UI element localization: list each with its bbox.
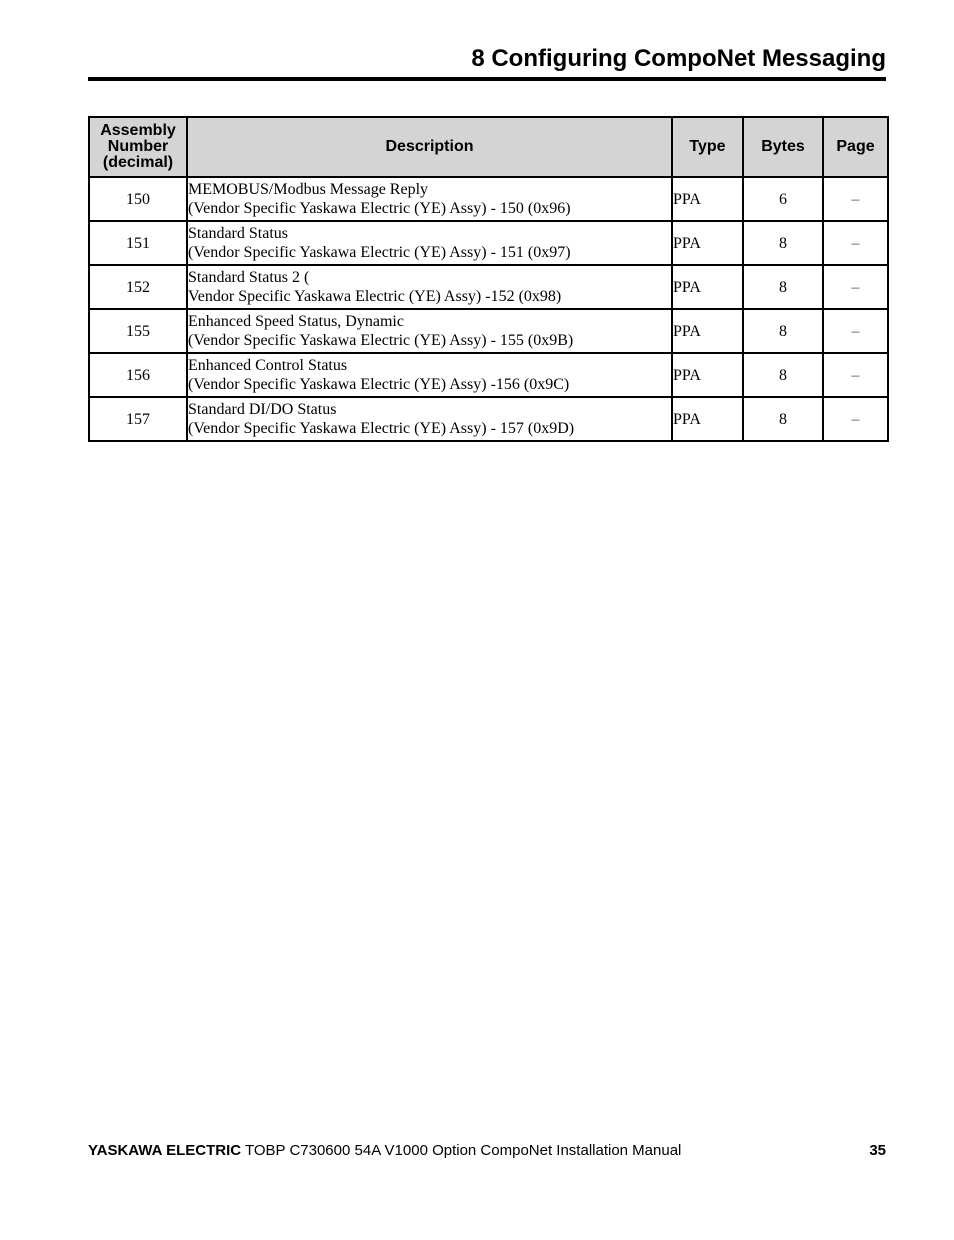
description-line-1: Enhanced Control Status bbox=[188, 357, 348, 374]
description-line-1: Standard Status bbox=[188, 225, 288, 242]
description-line-2: (Vendor Specific Yaskawa Electric (YE) Assy) - 151 (0x97) bbox=[188, 244, 571, 261]
description-line-2: (Vendor Specific Yaskawa Electric (YE) Assy) -156 (0x9C) bbox=[188, 376, 570, 393]
cell-type: PPA bbox=[672, 265, 743, 309]
description-line-1: Standard DI/DO Status bbox=[188, 401, 337, 418]
cell-bytes: 8 bbox=[743, 309, 823, 353]
header-assembly-line3: (decimal) bbox=[102, 154, 174, 171]
table-row bbox=[89, 353, 888, 397]
cell-page: – bbox=[823, 265, 888, 309]
table-header-row bbox=[89, 117, 888, 177]
description-line-1: Enhanced Speed Status, Dynamic bbox=[188, 313, 404, 330]
header-rule bbox=[88, 77, 886, 81]
table-row bbox=[89, 221, 888, 265]
cell-bytes: 6 bbox=[743, 177, 823, 221]
description-line-2: (Vendor Specific Yaskawa Electric (YE) Assy) - 157 (0x9D) bbox=[188, 420, 575, 437]
footer-manual-title: TOBP C730600 54A V1000 Option CompoNet Installation Manual bbox=[244, 1142, 682, 1159]
footer-brand: YASKAWA ELECTRIC bbox=[88, 1142, 242, 1159]
cell-type: PPA bbox=[672, 309, 743, 353]
table-row bbox=[89, 309, 888, 353]
description-line-1: MEMOBUS/Modbus Message Reply bbox=[188, 181, 429, 198]
cell-bytes: 8 bbox=[743, 221, 823, 265]
cell-assembly-number: 151 bbox=[89, 221, 187, 265]
table-row bbox=[89, 177, 888, 221]
table-row bbox=[89, 265, 888, 309]
description-line-2: (Vendor Specific Yaskawa Electric (YE) Assy) - 150 (0x96) bbox=[188, 200, 571, 217]
cell-type: PPA bbox=[672, 221, 743, 265]
description-line-1: Standard Status 2 ( bbox=[188, 269, 310, 286]
page-footer bbox=[88, 1142, 886, 1160]
header-assembly-line1: Assembly bbox=[100, 122, 176, 139]
cell-description bbox=[187, 177, 672, 221]
cell-assembly-number: 152 bbox=[89, 265, 187, 309]
cell-bytes: 8 bbox=[743, 265, 823, 309]
cell-description bbox=[187, 353, 672, 397]
description-line-2: Vendor Specific Yaskawa Electric (YE) Assy) -152 (0x98) bbox=[188, 288, 562, 305]
cell-type: PPA bbox=[672, 353, 743, 397]
header-page: Page bbox=[823, 117, 888, 177]
cell-description bbox=[187, 265, 672, 309]
cell-type: PPA bbox=[672, 397, 743, 441]
header-type: Type bbox=[672, 117, 743, 177]
header-bytes: Bytes bbox=[743, 117, 823, 177]
cell-page: – bbox=[823, 177, 888, 221]
table-row bbox=[89, 397, 888, 441]
cell-page: – bbox=[823, 397, 888, 441]
cell-page: – bbox=[823, 309, 888, 353]
cell-assembly-number: 150 bbox=[89, 177, 187, 221]
cell-assembly-number: 157 bbox=[89, 397, 187, 441]
cell-assembly-number: 156 bbox=[89, 353, 187, 397]
cell-page: – bbox=[823, 353, 888, 397]
header-assembly-line2: Number bbox=[107, 138, 169, 155]
cell-bytes: 8 bbox=[743, 353, 823, 397]
description-line-2: (Vendor Specific Yaskawa Electric (YE) Assy) - 155 (0x9B) bbox=[188, 332, 574, 349]
cell-page: – bbox=[823, 221, 888, 265]
cell-bytes: 8 bbox=[743, 397, 823, 441]
cell-type: PPA bbox=[672, 177, 743, 221]
cell-description bbox=[187, 221, 672, 265]
header-description: Description bbox=[187, 117, 672, 177]
cell-assembly-number: 155 bbox=[89, 309, 187, 353]
cell-description bbox=[187, 397, 672, 441]
cell-description bbox=[187, 309, 672, 353]
assembly-table bbox=[88, 116, 889, 442]
header-assembly-number bbox=[89, 117, 187, 177]
page-number: 35 bbox=[869, 1142, 886, 1159]
page-title: 8 Configuring CompoNet Messaging bbox=[471, 45, 886, 72]
